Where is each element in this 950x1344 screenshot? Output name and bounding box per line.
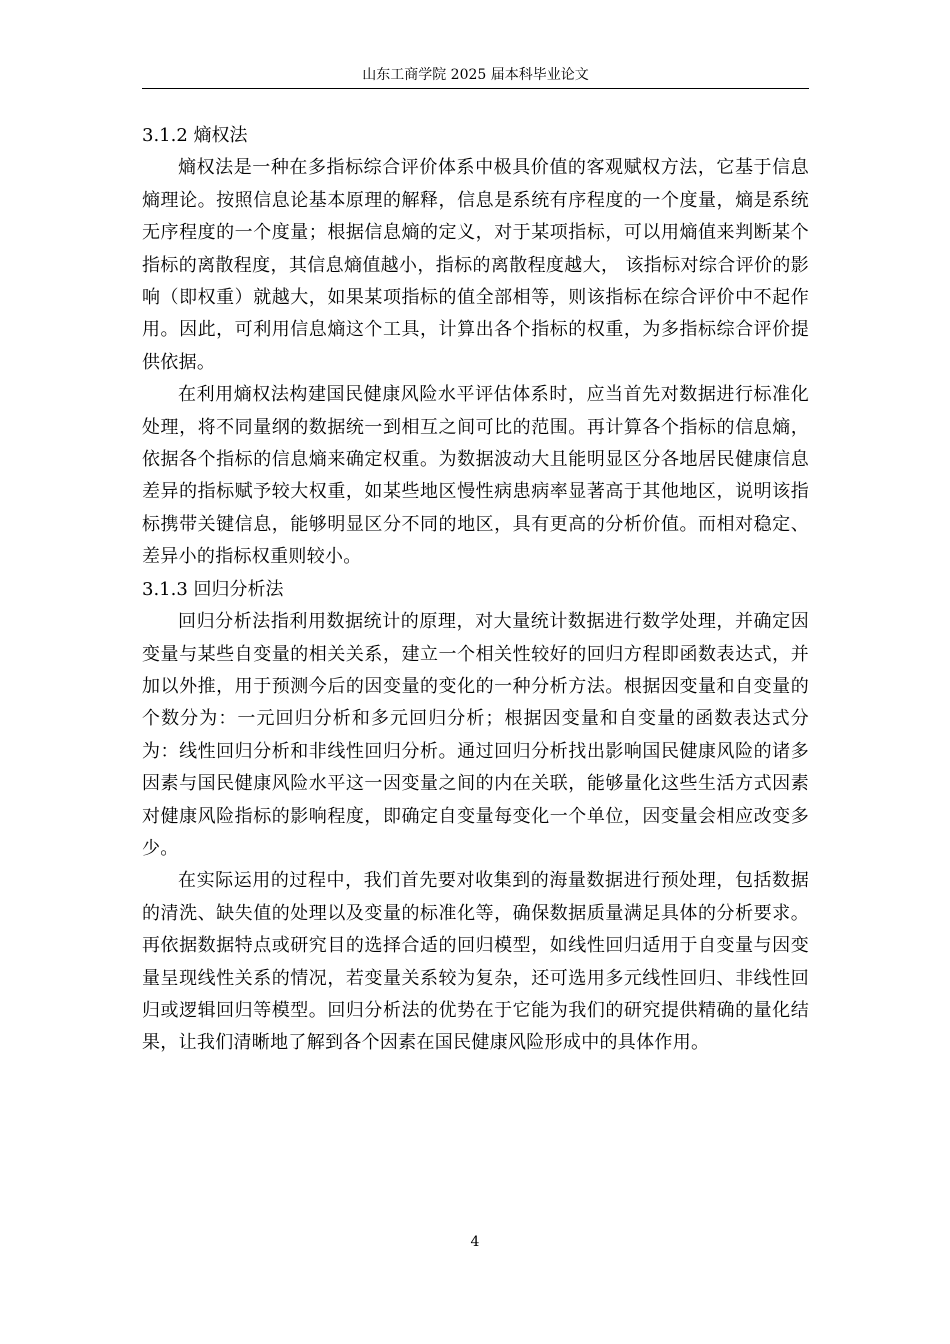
section-heading: 3.1.2 熵权法 (142, 125, 248, 146)
section-heading: 3.1.3 回归分析法 (142, 578, 284, 600)
running-header: 山东工商学院 2025 届本科毕业论文 (362, 67, 589, 83)
section-entropy-weight (142, 120, 809, 574)
header-divider (142, 88, 809, 89)
paragraph: 熵权法是一种在多指标综合评价体系中极具价值的客观赋权方法，它基于信息熵理论。按照信息论基本原理的解释，信息是系统有序程度的一个度量，熵是系统无序程度的一个度量；根据信息熵的定义，对于某项指标，可以用熵值来判断某个指标的离散程度，其信息熵值越小，指标的离散程度越大， 该指标对综合评价的影响（即权重）就越大，如果某项指标的值全部相等，则该指标在综合评价中不起作用。因此，可利用信息熵这个工具，计算出各个指标的权重，为多指标综合评价提供依据。 (142, 157, 809, 373)
section-regression-analysis (142, 574, 809, 1060)
paragraph: 回归分析法指利用数据统计的原理，对大量统计数据进行数学处理，并确定因变量与某些自变量的相关关系，建立一个相关性较好的回归方程即函数表达式，并加以外推，用于预测今后的因变量的变化的一种分析方法。根据因变量和自变量的个数分为：一元回归分析和多元回归分析；根据因变量和自变量的函数表达式分为：线性回归分析和非线性回归分析。通过回归分析找出影响国民健康风险的诸多因素与国民健康风险水平这一因变量之间的内在关联，能够量化这些生活方式因素对健康风险指标的影响程度，即确定自变量每变化一个单位，因变量会相应改变多少。 (142, 611, 809, 859)
document-body (142, 120, 809, 1060)
paragraph: 在实际运用的过程中，我们首先要对收集到的海量数据进行预处理，包括数据的清洗、缺失值的处理以及变量的标准化等，确保数据质量满足具体的分析要求。再依据数据特点或研究目的选择合适的回归模型，如线性回归适用于自变量与因变量呈现线性关系的情况，若变量关系较为复杂，还可选用多元线性回归、非线性回归或逻辑回归等模型。回归分析法的优势在于它能为我们的研究提供精确的量化结果，让我们清晰地了解到各个因素在国民健康风险形成中的具体作用。 (142, 870, 809, 1054)
paragraph: 在利用熵权法构建国民健康风险水平评估体系时，应当首先对数据进行标准化处理，将不同量纲的数据统一到相互之间可比的范围。再计算各个指标的信息熵，依据各个指标的信息熵来确定权重。为数据波动大且能明显区分各地居民健康信息差异的指标赋予较大权重，如某些地区慢性病患病率显著高于其他地区，说明该指标携带关键信息，能够明显区分不同的地区，具有更高的分析价值。而相对稳定、差异小的指标权重则较小。 (142, 384, 809, 568)
page-number: 4 (470, 1234, 480, 1250)
